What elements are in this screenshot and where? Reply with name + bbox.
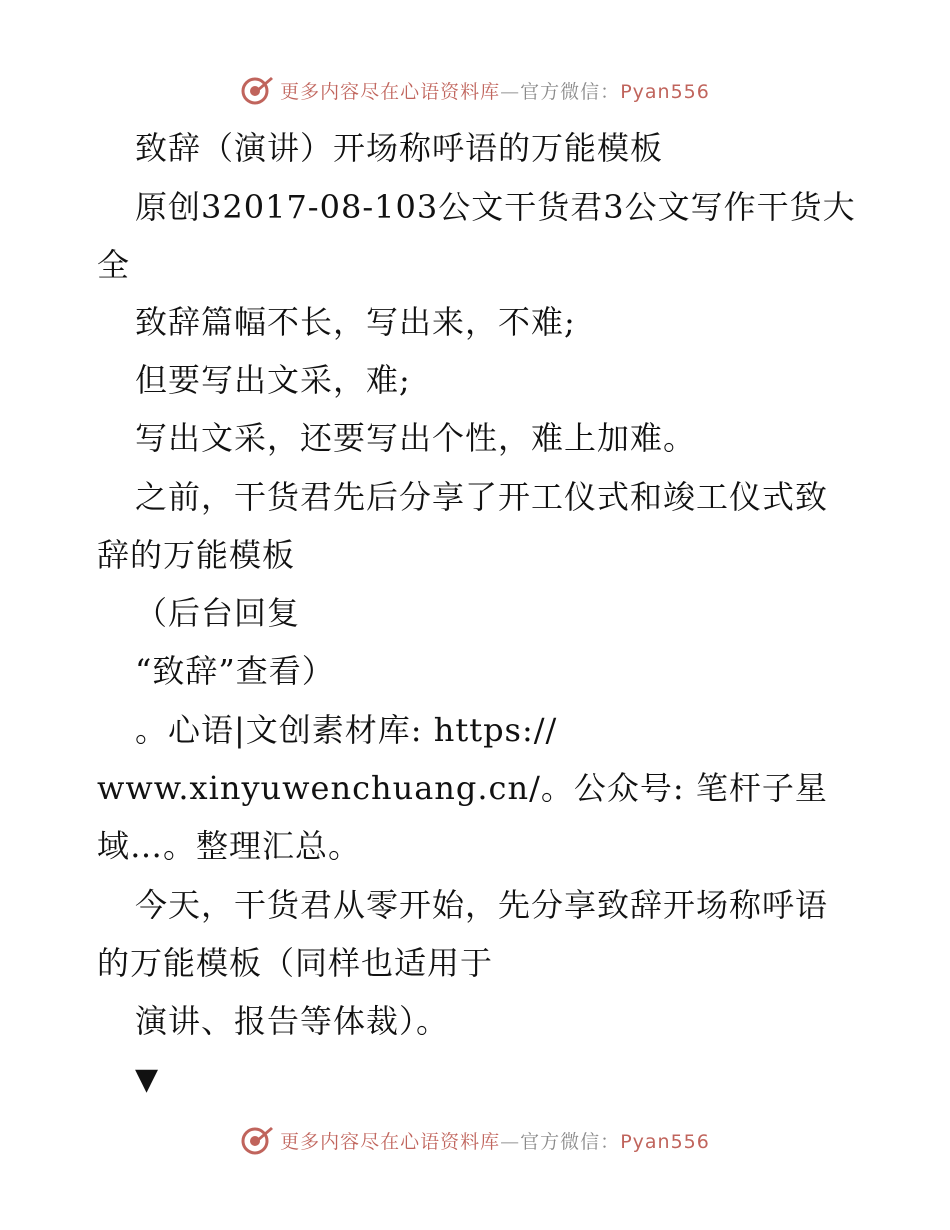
text-line: 致辞篇幅不长，写出来，不难; (135, 303, 576, 341)
pen-logo-icon (240, 73, 274, 107)
text-line: 域…。整理汇总。 (97, 827, 362, 865)
header-watermark (0, 70, 950, 110)
document-title: 致辞（演讲）开场称呼语的万能模板 (135, 129, 664, 167)
watermark-wechat-id: Pyan556 (620, 80, 710, 103)
text-line: 辞的万能模板 (97, 536, 296, 574)
watermark-dash: — (500, 1130, 521, 1153)
text-line: 的万能模板（同样也适用于 (97, 944, 494, 982)
down-triangle-icon: ▼ (135, 1062, 160, 1097)
text-line: 但要写出文采，难; (135, 361, 411, 399)
watermark-dash: — (500, 80, 521, 103)
watermark-text (280, 77, 710, 104)
text-line: 今天，干货君从零开始，先分享致辞开场称呼语 (135, 886, 829, 924)
text-line: 全 (97, 246, 131, 284)
pen-logo-icon (240, 1123, 274, 1157)
footer-watermark (0, 1120, 950, 1160)
watermark-text (280, 1127, 710, 1154)
watermark-wechat-label: 官方微信： (520, 80, 621, 103)
text-line: 演讲、报告等体裁）。 (135, 1002, 450, 1040)
text-line: 之前，干货君先后分享了开工仪式和竣工仪式致 (135, 478, 829, 516)
watermark-main-text: 更多内容尽在心语资料库 (280, 80, 501, 103)
watermark-wechat-id: Pyan556 (620, 1130, 710, 1153)
watermark-wechat-label: 官方微信： (520, 1130, 621, 1153)
text-line: （后台回复 (135, 594, 301, 632)
text-line: 。心语|文创素材库: https:// (135, 711, 558, 749)
watermark-main-text: 更多内容尽在心语资料库 (280, 1130, 501, 1153)
text-line: 原创32017-08-103公文干货君3公文写作干货大 (135, 188, 856, 226)
text-line: 写出文采，还要写出个性，难上加难。 (135, 419, 697, 457)
text-line: “致辞”查看） (135, 652, 335, 690)
text-line: www.xinyuwenchuang.cn/。公众号: 笔杆子星 (97, 769, 828, 807)
